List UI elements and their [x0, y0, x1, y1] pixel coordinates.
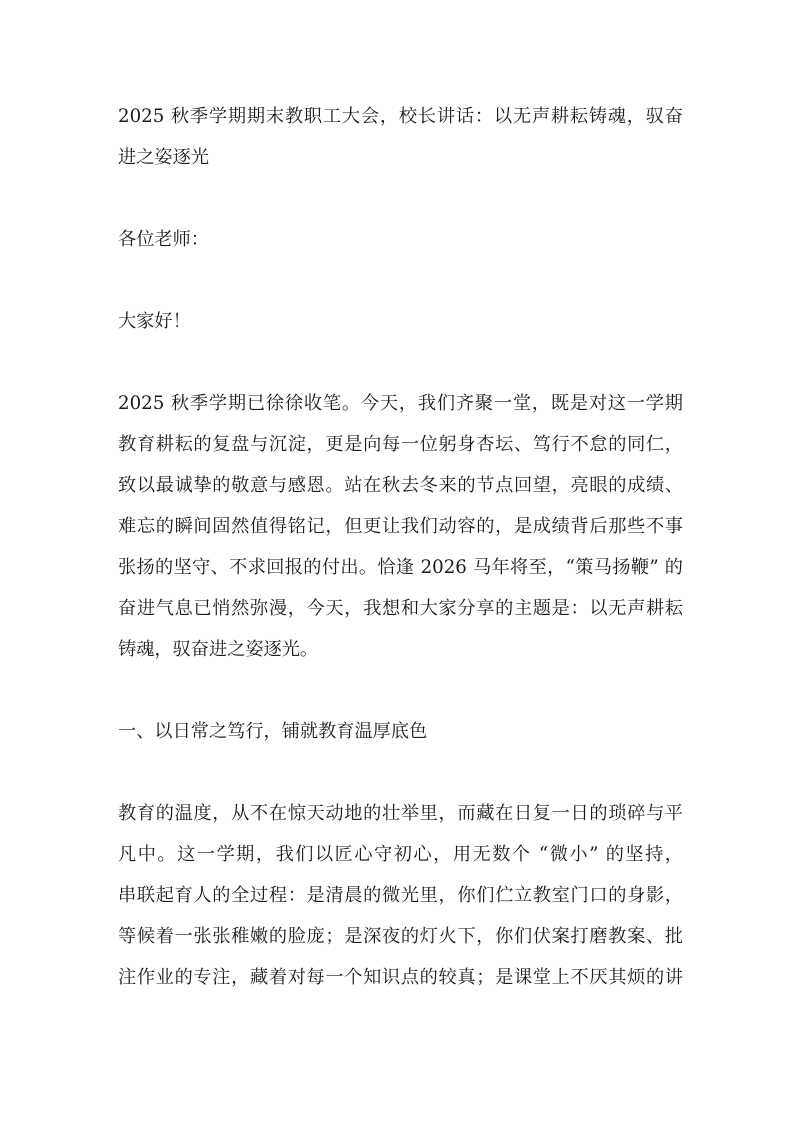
greeting-text: 大家好！ [118, 311, 191, 332]
section-heading [118, 711, 683, 752]
paragraph-spacer [118, 752, 683, 793]
paragraph-line: 铸魂，驭奋进之姿逐光。 [118, 639, 319, 660]
paragraph-line: 教育的温度，从不在惊天动地的壮举里，而藏在日复一日的琐碎与平 [118, 803, 683, 824]
paragraph-spacer [118, 178, 683, 219]
paragraph-spacer [118, 260, 683, 301]
paragraph-line: 张扬的坚守、不求回报的付出。恰逢 2026 马年将至，“策马扬鞭” 的 [118, 557, 683, 578]
greeting [118, 301, 683, 342]
paragraph-line: 凡中。这一学期，我们以匠心守初心，用无数个 “微小” 的坚持， [118, 844, 683, 865]
paragraph-line: 奋进气息已悄然弥漫，今天，我想和大家分享的主题是：以无声耕耘 [118, 598, 683, 619]
paragraph-line: 注作业的专注，藏着对每一个知识点的较真；是课堂上不厌其烦的讲 [118, 967, 683, 988]
paragraph-line: 2025 秋季学期已徐徐收笔。今天，我们齐聚一堂，既是对这一学期 [118, 393, 683, 414]
paragraph-line: 难忘的瞬间固然值得铭记，但更让我们动容的，是成绩背后那些不事 [118, 516, 683, 537]
intro-paragraph [118, 383, 683, 670]
paragraph-line: 教育耕耘的复盘与沉淀，更是向每一位躬身杏坛、笃行不怠的同仁， [118, 434, 683, 455]
paragraph-spacer [118, 342, 683, 383]
section-1-paragraph [118, 793, 683, 998]
paragraph-line: 致以最诚挚的敬意与感恩。站在秋去冬来的节点回望，亮眼的成绩、 [118, 475, 683, 496]
title-line: 2025 秋季学期期末教职工大会，校长讲话：以无声耕耘铸魂，驭奋 [118, 106, 683, 127]
paragraph-line: 串联起育人的全过程：是清晨的微光里，你们伫立教室门口的身影， [118, 885, 683, 906]
salutation [118, 219, 683, 260]
salutation-text: 各位老师： [118, 229, 209, 250]
document-body [118, 96, 683, 998]
paragraph-line: 等候着一张张稚嫩的脸庞；是深夜的灯火下，你们伏案打磨教案、批 [118, 926, 683, 947]
document-title [118, 96, 683, 178]
title-line: 进之姿逐光 [118, 147, 209, 168]
section-heading-text: 一、以日常之笃行，铺就教育温厚底色 [118, 721, 428, 742]
paragraph-spacer [118, 670, 683, 711]
